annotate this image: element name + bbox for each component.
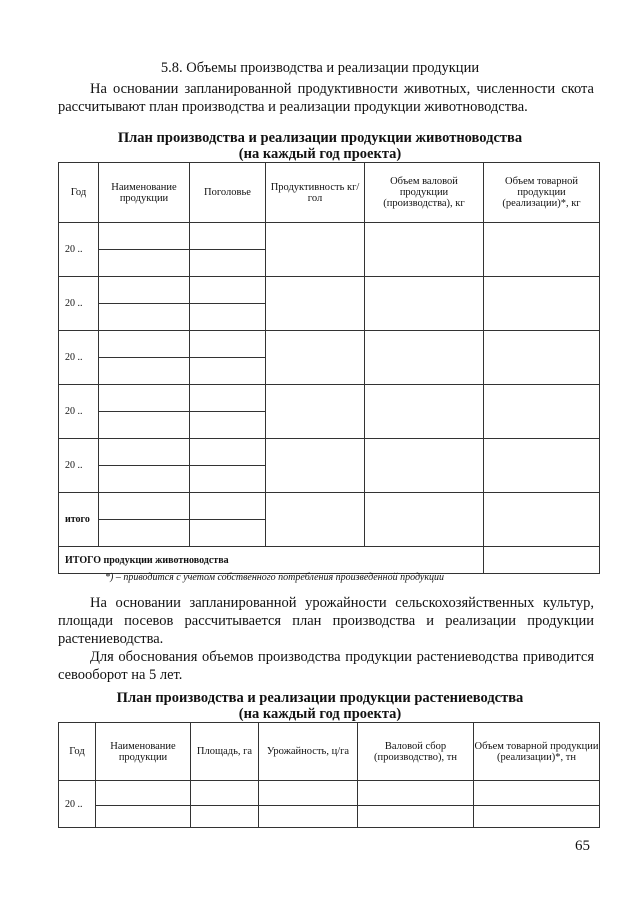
table2-title-line1: План производства и реализации продукции растениеводства	[116, 690, 524, 706]
total-value-cell	[484, 547, 600, 574]
table1-header-product: Наименование продукции	[99, 163, 190, 223]
table1-title-line2: (на каждый год проекта)	[238, 146, 402, 162]
table-cell	[484, 439, 600, 493]
table-row	[59, 781, 600, 806]
table1-header-year: Год	[59, 163, 99, 223]
table-row	[59, 806, 600, 828]
table-cell	[96, 781, 191, 806]
itogo-cell: итого	[59, 493, 99, 547]
table-row	[59, 223, 600, 250]
section-title: 5.8. Объемы производства и реализации продукции	[160, 60, 480, 76]
table-row	[59, 493, 600, 520]
table-cell	[191, 806, 259, 828]
table-cell	[484, 493, 600, 547]
table-cell	[266, 277, 365, 331]
table-cell	[99, 250, 190, 277]
table-cell	[266, 223, 365, 277]
table-cell	[484, 385, 600, 439]
table-cell	[266, 493, 365, 547]
table2-header-year: Год	[59, 723, 96, 781]
table-cell	[96, 806, 191, 828]
table2-title	[0, 690, 640, 722]
table-cell	[190, 331, 266, 358]
total-label-cell: ИТОГО продукции животноводства	[59, 547, 484, 574]
table-cell	[365, 385, 484, 439]
table-cell	[99, 331, 190, 358]
table-cell	[474, 781, 600, 806]
table-cell	[99, 223, 190, 250]
footnote: *) – приводится с учетом собственного потребления произведенной продукции	[105, 572, 445, 583]
table-cell	[474, 806, 600, 828]
table-row	[59, 439, 600, 466]
table-cell	[484, 223, 600, 277]
year-cell: 20 ..	[59, 439, 99, 493]
table-cell	[190, 223, 266, 250]
table-cell	[266, 385, 365, 439]
year-cell: 20 ..	[59, 331, 99, 385]
table-cell	[365, 277, 484, 331]
table-cell	[99, 358, 190, 385]
table-cell	[190, 493, 266, 520]
table-cell	[190, 277, 266, 304]
intro-paragraph-rotation: Для обоснования объемов производства продукции растениеводства приводится севооборот на 5 лет.	[58, 649, 594, 683]
table-cell	[190, 439, 266, 466]
table-cell	[365, 223, 484, 277]
table-cell	[99, 520, 190, 547]
table-cell	[190, 304, 266, 331]
table1-title-line1: План производства и реализации продукции животноводства	[117, 130, 523, 146]
table-cell	[99, 304, 190, 331]
table-cell	[99, 385, 190, 412]
table-cell	[266, 439, 365, 493]
table-cell	[266, 331, 365, 385]
table-cell	[190, 520, 266, 547]
table-cell	[191, 781, 259, 806]
table-cell	[190, 385, 266, 412]
table-row	[59, 385, 600, 412]
table2-header-area: Площадь, га	[191, 723, 259, 781]
table-cell	[259, 806, 358, 828]
year-cell: 20 ..	[59, 781, 96, 828]
intro-paragraph-livestock: На основании запланированной продуктивности животных, численности скота рассчитывают план производства и реализации продукции животноводства.	[58, 81, 594, 115]
table-cell	[365, 331, 484, 385]
table1-header-commodity: Объем товарной продукции (реализации)*, кг	[484, 163, 600, 223]
table-cell	[358, 806, 474, 828]
table-cell	[259, 781, 358, 806]
table-cell	[190, 358, 266, 385]
table-cell	[99, 493, 190, 520]
table1-header-headcount: Поголовье	[190, 163, 266, 223]
intro-paragraph-crops: На основании запланированной урожайности сельскохозяйственных культур, площади посевов рассчитывается план производства и реализации продукции растениеводства.	[58, 595, 594, 647]
table2-header-product: Наименование продукции	[96, 723, 191, 781]
table-cell	[484, 331, 600, 385]
table-cell	[190, 250, 266, 277]
table-cell	[365, 493, 484, 547]
table-cell	[358, 781, 474, 806]
table2-title-line2: (на каждый год проекта)	[238, 706, 402, 722]
table1-header-productivity: Продуктивность кг/гол	[266, 163, 365, 223]
table2-header-gross: Валовой сбор (производство), тн	[358, 723, 474, 781]
table-cell	[99, 439, 190, 466]
table-cell	[99, 466, 190, 493]
table1-header-gross: Объем валовой продукции (производства), кг	[365, 163, 484, 223]
table2-header-row	[59, 723, 600, 781]
table-cell	[365, 439, 484, 493]
year-cell: 20 ..	[59, 223, 99, 277]
table-cell	[190, 466, 266, 493]
table1-total-row	[59, 547, 600, 574]
table1-header-row	[59, 163, 600, 223]
page-number: 65	[575, 838, 590, 854]
table-cell	[99, 277, 190, 304]
table-row	[59, 277, 600, 304]
table1-title	[0, 130, 640, 162]
table-cell	[99, 412, 190, 439]
table2-header-yield: Урожайность, ц/га	[259, 723, 358, 781]
table2-header-commodity: Объем товарной продукции (реализации)*, тн	[474, 723, 600, 781]
year-cell: 20 ..	[59, 277, 99, 331]
crop-plan-table	[58, 722, 600, 828]
table-row	[59, 331, 600, 358]
year-cell: 20 ..	[59, 385, 99, 439]
table-cell	[190, 412, 266, 439]
table-cell	[484, 277, 600, 331]
livestock-plan-table	[58, 162, 600, 574]
